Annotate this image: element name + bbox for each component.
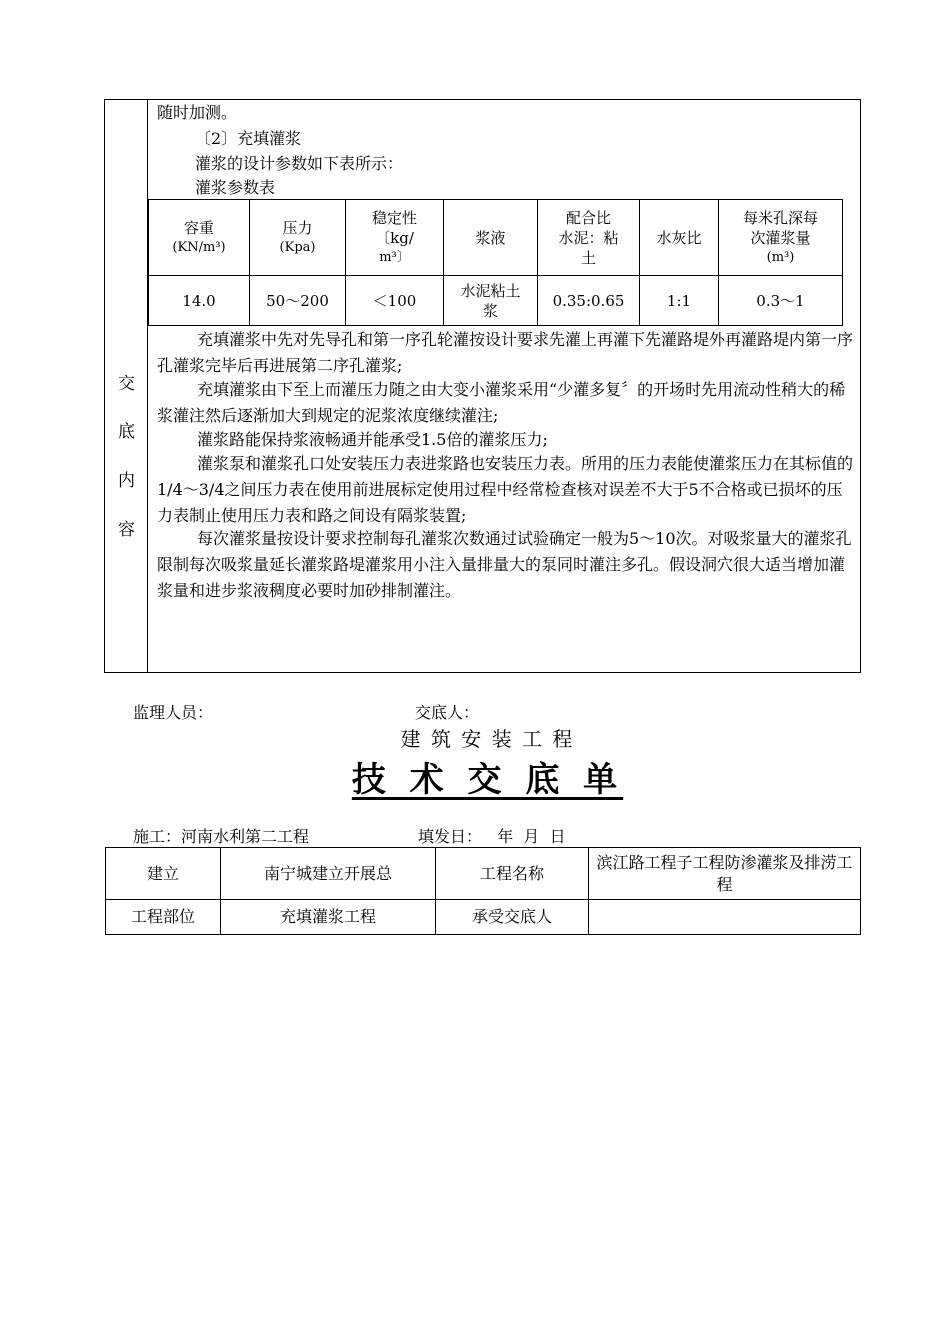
header-cell [250, 200, 346, 276]
info-cell: 充填灌浆工程 [221, 900, 436, 935]
supervisor-label: 监理人员： [133, 703, 214, 722]
table-cell: 0.35:0.65 [538, 276, 640, 326]
info-cell: 工程名称 [436, 848, 589, 900]
info-cell: 南宁城建立开展总 [221, 848, 436, 900]
paragraph: 每次灌浆量按设计要求控制每孔灌浆次数通过试验确定一般为5～10次。对吸浆量大的灌浆孔限制每次吸浆量延长灌浆路堤灌浆用小注入量排量大的泵同时灌注多孔。假设洞穴很大适当增加灌浆量和进步浆液稠度必要时加砂排制灌注。 [157, 529, 852, 600]
table-cell: ＜100 [346, 276, 444, 326]
table-cell: 0.3～1 [719, 276, 843, 326]
paragraph: 充填灌浆中先对先导孔和第一序孔轮灌按设计要求先灌上再灌下先灌路堤外再灌路堤内第一序孔灌浆完毕后再进展第二序孔灌浆; [157, 330, 854, 375]
info-cell: 工程部位 [106, 900, 221, 935]
grout-parameter-table [148, 199, 843, 326]
header-cell [346, 200, 444, 276]
info-cell [589, 900, 861, 935]
header-text: 浆液 [475, 228, 506, 247]
intro-text: 灌浆的设计参数如下表所示： [195, 154, 404, 173]
project-info-table [105, 847, 861, 935]
side-label-char: 交 [118, 374, 135, 394]
info-cell: 滨江路工程子工程防渗灌浆及排涝工程 [589, 848, 861, 900]
info-cell: 承受交底人 [436, 900, 589, 935]
header-cell [640, 200, 719, 276]
header-text: 稳定性 [371, 208, 417, 227]
header-unit: (KN/m³) [172, 239, 226, 255]
header-text: 水泥：粘 [558, 228, 619, 247]
table-cell: 14.0 [149, 276, 250, 326]
header-text: 〔kg/ [375, 228, 414, 247]
side-label-char: 底 [118, 422, 135, 442]
header-text: 压力 [282, 218, 313, 237]
header-text: 水灰比 [656, 228, 702, 247]
construction-unit: 施工：河南水利第二工程 [133, 827, 310, 846]
header-cell [719, 200, 843, 276]
info-cell: 建立 [106, 848, 221, 900]
header-cell [149, 200, 250, 276]
header-unit: (m³) [766, 249, 795, 265]
header-unit: m³〕 [379, 249, 410, 265]
header-text: 土 [580, 248, 596, 267]
side-label-char: 内 [118, 471, 135, 491]
header-text: 每米孔深每 [742, 208, 818, 227]
table-title: 灌浆参数表 [195, 178, 276, 197]
header-unit: (Kpa) [279, 239, 316, 255]
table-cell: 1:1 [640, 276, 719, 326]
page-title: 技 术 交 底 单 [351, 760, 624, 800]
paragraph: 灌浆路能保持浆液畅通并能承受1.5倍的灌浆压力; [197, 430, 548, 449]
section-heading: 〔2〕充填灌浆 [195, 129, 302, 148]
handover-person-label: 交底人： [415, 703, 480, 722]
header-cell [444, 200, 538, 276]
paragraph: 灌浆泵和灌浆孔口处安装压力表进浆路也安装压力表。所用的压力表能使灌浆压力在其标值的1/4～3/4之间压力表在使用前进展标定使用过程中经常检查核对误差不大于5不合格或已损坏的压力表制止使用压力表和路之间设有隔浆装置; [157, 454, 854, 525]
subtitle: 建 筑 安 装 工 程 [400, 727, 575, 751]
issue-date: 填发日： 年 月 日 [418, 827, 566, 846]
side-label-char: 容 [118, 520, 135, 540]
header-text: 容重 [183, 218, 214, 237]
header-cell [538, 200, 640, 276]
header-text: 配合比 [565, 208, 611, 227]
table-cell: 水泥粘土浆 [444, 276, 538, 326]
table-cell: 50～200 [250, 276, 346, 326]
intro-line: 随时加测。 [157, 103, 238, 122]
header-text: 次灌浆量 [750, 228, 811, 247]
paragraph: 充填灌浆由下至上而灌压力随之由大变小灌浆采用“少灌多复〞的开场时先用流动性稍大的稀浆灌注然后逐渐加大到规定的泥浆浓度继续灌注; [157, 380, 846, 425]
